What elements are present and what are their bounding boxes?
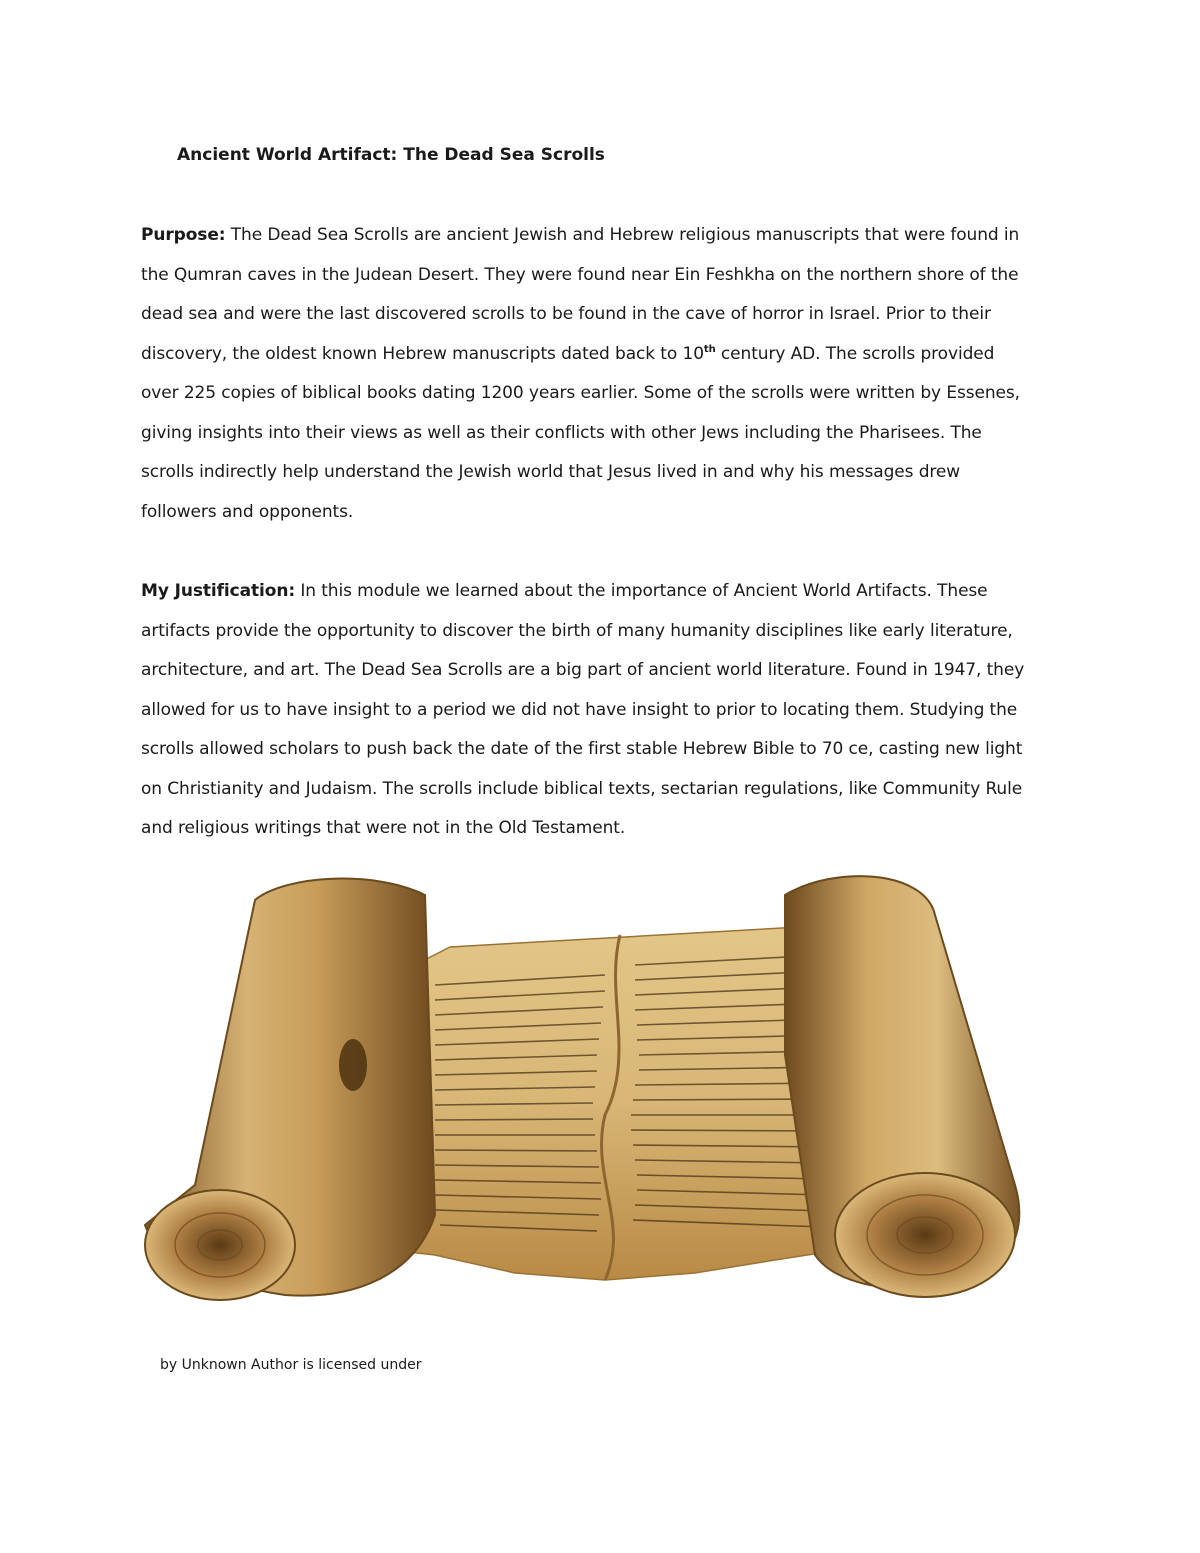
purpose-line-3: dead sea and were the last discovered scrolls to be found in the cave of horror in Israel. Prior to their [141,304,991,324]
justification-line-1: My Justification: In this module we learned about the importance of Ancient World Artifacts. These [141,581,988,601]
justification-label: My Justification: [141,581,296,601]
purpose-label: Purpose: [141,225,226,245]
purpose-line-4: discovery, the oldest known Hebrew manuscripts dated back to 10th century AD. The scrolls provided [141,343,995,364]
image-caption: by Unknown Author is licensed under [160,1357,422,1373]
purpose-line-7: scrolls indirectly help understand the Jewish world that Jesus lived in and why his messages drew [141,462,961,482]
justification-section [141,572,1061,849]
justification-line-6: on Christianity and Judaism. The scrolls include biblical texts, sectarian regulations, like Community Rule [141,778,1023,799]
superscript-th: th [703,343,716,355]
purpose-line-8: followers and opponents. [141,501,354,522]
dead-sea-scroll-image [135,855,1045,1325]
purpose-line-1: Purpose: The Dead Sea Scrolls are ancient Jewish and Hebrew religious manuscripts that were found in [141,225,1020,245]
justification-line-5: scrolls allowed scholars to push back the date of the first stable Hebrew Bible to 70 ce, casting new light [141,739,1023,759]
justification-line-7: and religious writings that were not in the Old Testament. [141,818,626,838]
purpose-section [141,216,1061,532]
purpose-line-5: over 225 copies of biblical books dating 1200 years earlier. Some of the scrolls were written by Essenes, [141,383,1020,403]
justification-line-3: architecture, and art. The Dead Sea Scrolls are a big part of ancient world literature. Found in 1947, they [141,660,1025,680]
justification-line-4: allowed for us to have insight to a period we did not have insight to prior to locating them. Studying the [141,699,1018,720]
purpose-line-6: giving insights into their views as well as their conflicts with other Jews including the Pharisees. The [141,422,982,443]
purpose-line-2: the Qumran caves in the Judean Desert. They were found near Ein Feshkha on the northern shore of the [141,264,1019,285]
justification-line-2: artifacts provide the opportunity to discover the birth of many humanity disciplines like early literature, [141,620,1013,641]
document-title: Ancient World Artifact: The Dead Sea Scrolls [177,145,605,165]
